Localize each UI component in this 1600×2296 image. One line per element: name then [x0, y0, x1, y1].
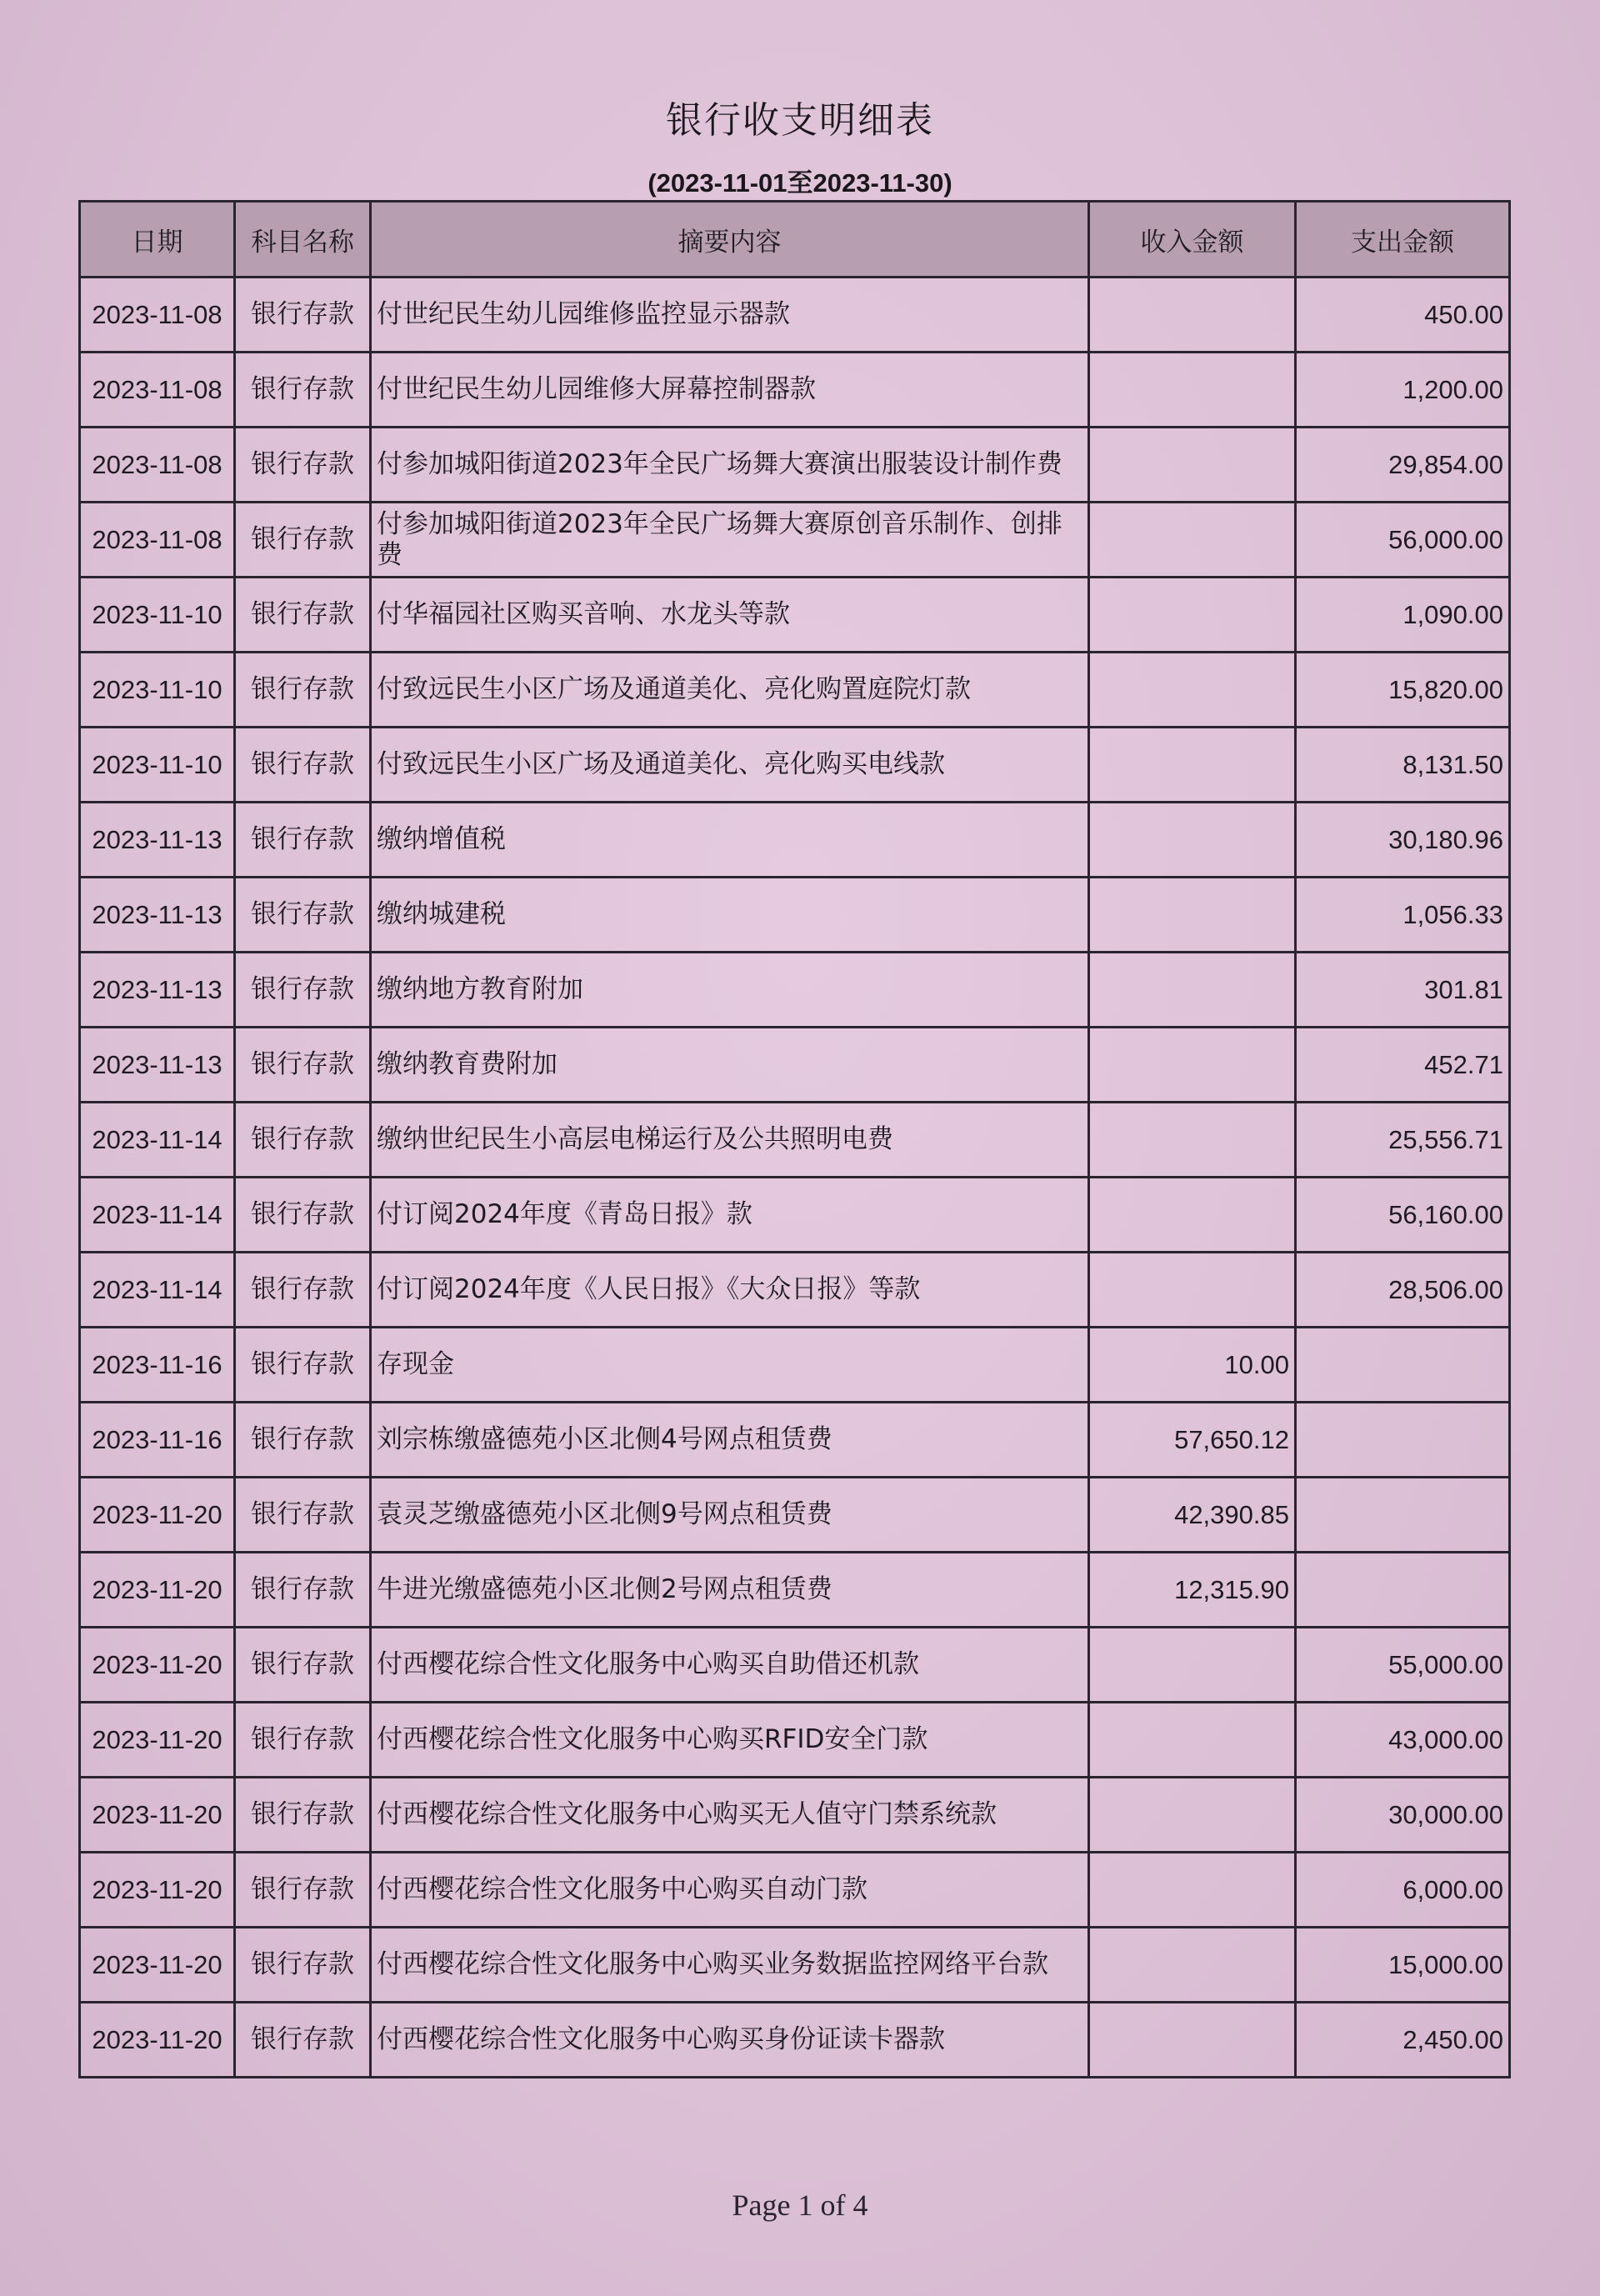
cell-expense: 25,556.71 [1296, 1103, 1510, 1178]
table-row [80, 1853, 1510, 1928]
document-title: 银行收支明细表 [666, 99, 934, 142]
cell-date: 2023-11-13 [80, 878, 235, 953]
cell-expense: 6,000.00 [1296, 1853, 1510, 1928]
cell-income [1089, 278, 1296, 353]
cell-subject: 银行存款 [235, 1178, 371, 1253]
cell-summary: 付参加城阳街道2023年全民广场舞大赛演出服装设计制作费 [371, 428, 1089, 503]
cell-income [1089, 728, 1296, 803]
page-number: Page 1 of 4 [732, 2188, 868, 2222]
cell-income [1089, 1628, 1296, 1703]
cell-expense: 450.00 [1296, 278, 1510, 353]
cell-date: 2023-11-14 [80, 1178, 235, 1253]
cell-date: 2023-11-20 [80, 1853, 235, 1928]
cell-income [1089, 1103, 1296, 1178]
cell-summary: 付西樱花综合性文化服务中心购买业务数据监控网络平台款 [371, 1928, 1089, 2003]
column-header-subject: 科目名称 [235, 202, 371, 278]
cell-summary: 缴纳地方教育附加 [371, 953, 1089, 1028]
cell-summary: 缴纳教育费附加 [371, 1028, 1089, 1103]
cell-income [1089, 428, 1296, 503]
cell-expense [1296, 1553, 1510, 1628]
table-row [80, 1178, 1510, 1253]
cell-date: 2023-11-10 [80, 728, 235, 803]
cell-date: 2023-11-20 [80, 1628, 235, 1703]
cell-subject: 银行存款 [235, 1778, 371, 1853]
cell-income: 57,650.12 [1089, 1403, 1296, 1478]
cell-date: 2023-11-14 [80, 1103, 235, 1178]
column-header-expense: 支出金额 [1296, 202, 1510, 278]
table-row [80, 653, 1510, 728]
table-row [80, 953, 1510, 1028]
cell-summary: 存现金 [371, 1328, 1089, 1403]
cell-date: 2023-11-08 [80, 428, 235, 503]
cell-subject: 银行存款 [235, 1553, 371, 1628]
cell-summary: 缴纳世纪民生小高层电梯运行及公共照明电费 [371, 1103, 1089, 1178]
cell-income [1089, 1778, 1296, 1853]
cell-subject: 银行存款 [235, 503, 371, 578]
cell-subject: 银行存款 [235, 2003, 371, 2078]
cell-summary: 付世纪民生幼儿园维修监控显示器款 [371, 278, 1089, 353]
cell-income [1089, 353, 1296, 428]
cell-income: 42,390.85 [1089, 1478, 1296, 1553]
cell-summary: 付华福园社区购买音响、水龙头等款 [371, 578, 1089, 653]
cell-date: 2023-11-16 [80, 1328, 235, 1403]
cell-date: 2023-11-20 [80, 1703, 235, 1778]
cell-subject: 银行存款 [235, 1028, 371, 1103]
table-row [80, 578, 1510, 653]
cell-date: 2023-11-16 [80, 1403, 235, 1478]
cell-income: 12,315.90 [1089, 1553, 1296, 1628]
cell-date: 2023-11-13 [80, 803, 235, 878]
cell-income [1089, 578, 1296, 653]
column-header-date: 日期 [80, 202, 235, 278]
table-row [80, 1253, 1510, 1328]
cell-expense: 1,200.00 [1296, 353, 1510, 428]
cell-income [1089, 503, 1296, 578]
cell-expense: 29,854.00 [1296, 428, 1510, 503]
cell-summary: 刘宗栋缴盛德苑小区北侧4号网点租赁费 [371, 1403, 1089, 1478]
table-row [80, 1628, 1510, 1703]
table-row [80, 1103, 1510, 1178]
cell-income [1089, 1028, 1296, 1103]
cell-subject: 银行存款 [235, 1853, 371, 1928]
cell-income [1089, 1703, 1296, 1778]
cell-expense: 15,820.00 [1296, 653, 1510, 728]
cell-date: 2023-11-20 [80, 2003, 235, 2078]
cell-expense: 55,000.00 [1296, 1628, 1510, 1703]
cell-date: 2023-11-10 [80, 653, 235, 728]
table-row [80, 1703, 1510, 1778]
cell-summary: 付西樱花综合性文化服务中心购买身份证读卡器款 [371, 2003, 1089, 2078]
cell-summary: 付西樱花综合性文化服务中心购买自动门款 [371, 1853, 1089, 1928]
cell-date: 2023-11-08 [80, 278, 235, 353]
cell-subject: 银行存款 [235, 1253, 371, 1328]
cell-income [1089, 1928, 1296, 2003]
table-row [80, 1028, 1510, 1103]
cell-summary: 付订阅2024年度《人民日报》《大众日报》等款 [371, 1253, 1089, 1328]
cell-subject: 银行存款 [235, 1403, 371, 1478]
column-header-income: 收入金额 [1089, 202, 1296, 278]
cell-summary: 付参加城阳街道2023年全民广场舞大赛原创音乐制作、创排费 [371, 503, 1089, 578]
cell-summary: 付致远民生小区广场及通道美化、亮化购置庭院灯款 [371, 653, 1089, 728]
table-row [80, 428, 1510, 503]
table-row [80, 1478, 1510, 1553]
cell-date: 2023-11-08 [80, 503, 235, 578]
cell-expense: 2,450.00 [1296, 2003, 1510, 2078]
cell-expense: 1,090.00 [1296, 578, 1510, 653]
cell-summary: 付西樱花综合性文化服务中心购买无人值守门禁系统款 [371, 1778, 1089, 1853]
cell-subject: 银行存款 [235, 1478, 371, 1553]
cell-expense: 8,131.50 [1296, 728, 1510, 803]
cell-subject: 银行存款 [235, 1928, 371, 2003]
cell-date: 2023-11-08 [80, 353, 235, 428]
cell-date: 2023-11-20 [80, 1553, 235, 1628]
cell-expense: 56,160.00 [1296, 1178, 1510, 1253]
cell-date: 2023-11-14 [80, 1253, 235, 1328]
cell-expense: 1,056.33 [1296, 878, 1510, 953]
cell-subject: 银行存款 [235, 878, 371, 953]
cell-expense: 452.71 [1296, 1028, 1510, 1103]
cell-summary: 付世纪民生幼儿园维修大屏幕控制器款 [371, 353, 1089, 428]
cell-summary: 付西樱花综合性文化服务中心购买自助借还机款 [371, 1628, 1089, 1703]
table-row [80, 878, 1510, 953]
cell-date: 2023-11-20 [80, 1928, 235, 2003]
table-row [80, 803, 1510, 878]
table-row [80, 728, 1510, 803]
cell-date: 2023-11-20 [80, 1478, 235, 1553]
cell-summary: 付订阅2024年度《青岛日报》款 [371, 1178, 1089, 1253]
table-row [80, 1403, 1510, 1478]
cell-expense: 30,000.00 [1296, 1778, 1510, 1853]
cell-subject: 银行存款 [235, 1703, 371, 1778]
cell-subject: 银行存款 [235, 278, 371, 353]
table-row [80, 1553, 1510, 1628]
cell-expense: 301.81 [1296, 953, 1510, 1028]
cell-date: 2023-11-13 [80, 1028, 235, 1103]
cell-expense: 43,000.00 [1296, 1703, 1510, 1778]
cell-subject: 银行存款 [235, 1628, 371, 1703]
cell-subject: 银行存款 [235, 1103, 371, 1178]
cell-income [1089, 1253, 1296, 1328]
cell-subject: 银行存款 [235, 803, 371, 878]
cell-income [1089, 878, 1296, 953]
table-row [80, 1928, 1510, 2003]
table-row [80, 1328, 1510, 1403]
cell-subject: 银行存款 [235, 1328, 371, 1403]
cell-date: 2023-11-13 [80, 953, 235, 1028]
cell-subject: 银行存款 [235, 578, 371, 653]
cell-expense [1296, 1403, 1510, 1478]
table-row [80, 503, 1510, 578]
cell-summary: 付致远民生小区广场及通道美化、亮化购买电线款 [371, 728, 1089, 803]
table-header-row [80, 202, 1510, 278]
cell-summary: 袁灵芝缴盛德苑小区北侧9号网点租赁费 [371, 1478, 1089, 1553]
cell-date: 2023-11-20 [80, 1778, 235, 1853]
table-row [80, 2003, 1510, 2078]
table-body [80, 278, 1510, 2078]
table-row [80, 278, 1510, 353]
cell-expense [1296, 1478, 1510, 1553]
cell-income [1089, 1853, 1296, 1928]
cell-subject: 银行存款 [235, 353, 371, 428]
cell-income [1089, 953, 1296, 1028]
ledger-table [78, 200, 1511, 2078]
date-range: (2023-11-01至2023-11-30) [648, 168, 952, 198]
cell-income: 10.00 [1089, 1328, 1296, 1403]
cell-summary: 付西樱花综合性文化服务中心购买RFID安全门款 [371, 1703, 1089, 1778]
cell-income [1089, 803, 1296, 878]
cell-subject: 银行存款 [235, 428, 371, 503]
cell-subject: 银行存款 [235, 728, 371, 803]
table-row [80, 1778, 1510, 1853]
cell-income [1089, 1178, 1296, 1253]
table-row [80, 353, 1510, 428]
cell-expense [1296, 1328, 1510, 1403]
cell-summary: 缴纳城建税 [371, 878, 1089, 953]
cell-subject: 银行存款 [235, 953, 371, 1028]
cell-expense: 28,506.00 [1296, 1253, 1510, 1328]
cell-expense: 56,000.00 [1296, 503, 1510, 578]
cell-summary: 缴纳增值税 [371, 803, 1089, 878]
cell-expense: 15,000.00 [1296, 1928, 1510, 2003]
cell-summary: 牛进光缴盛德苑小区北侧2号网点租赁费 [371, 1553, 1089, 1628]
cell-expense: 30,180.96 [1296, 803, 1510, 878]
cell-subject: 银行存款 [235, 653, 371, 728]
cell-income [1089, 653, 1296, 728]
column-header-summary: 摘要内容 [371, 202, 1089, 278]
cell-income [1089, 2003, 1296, 2078]
cell-date: 2023-11-10 [80, 578, 235, 653]
